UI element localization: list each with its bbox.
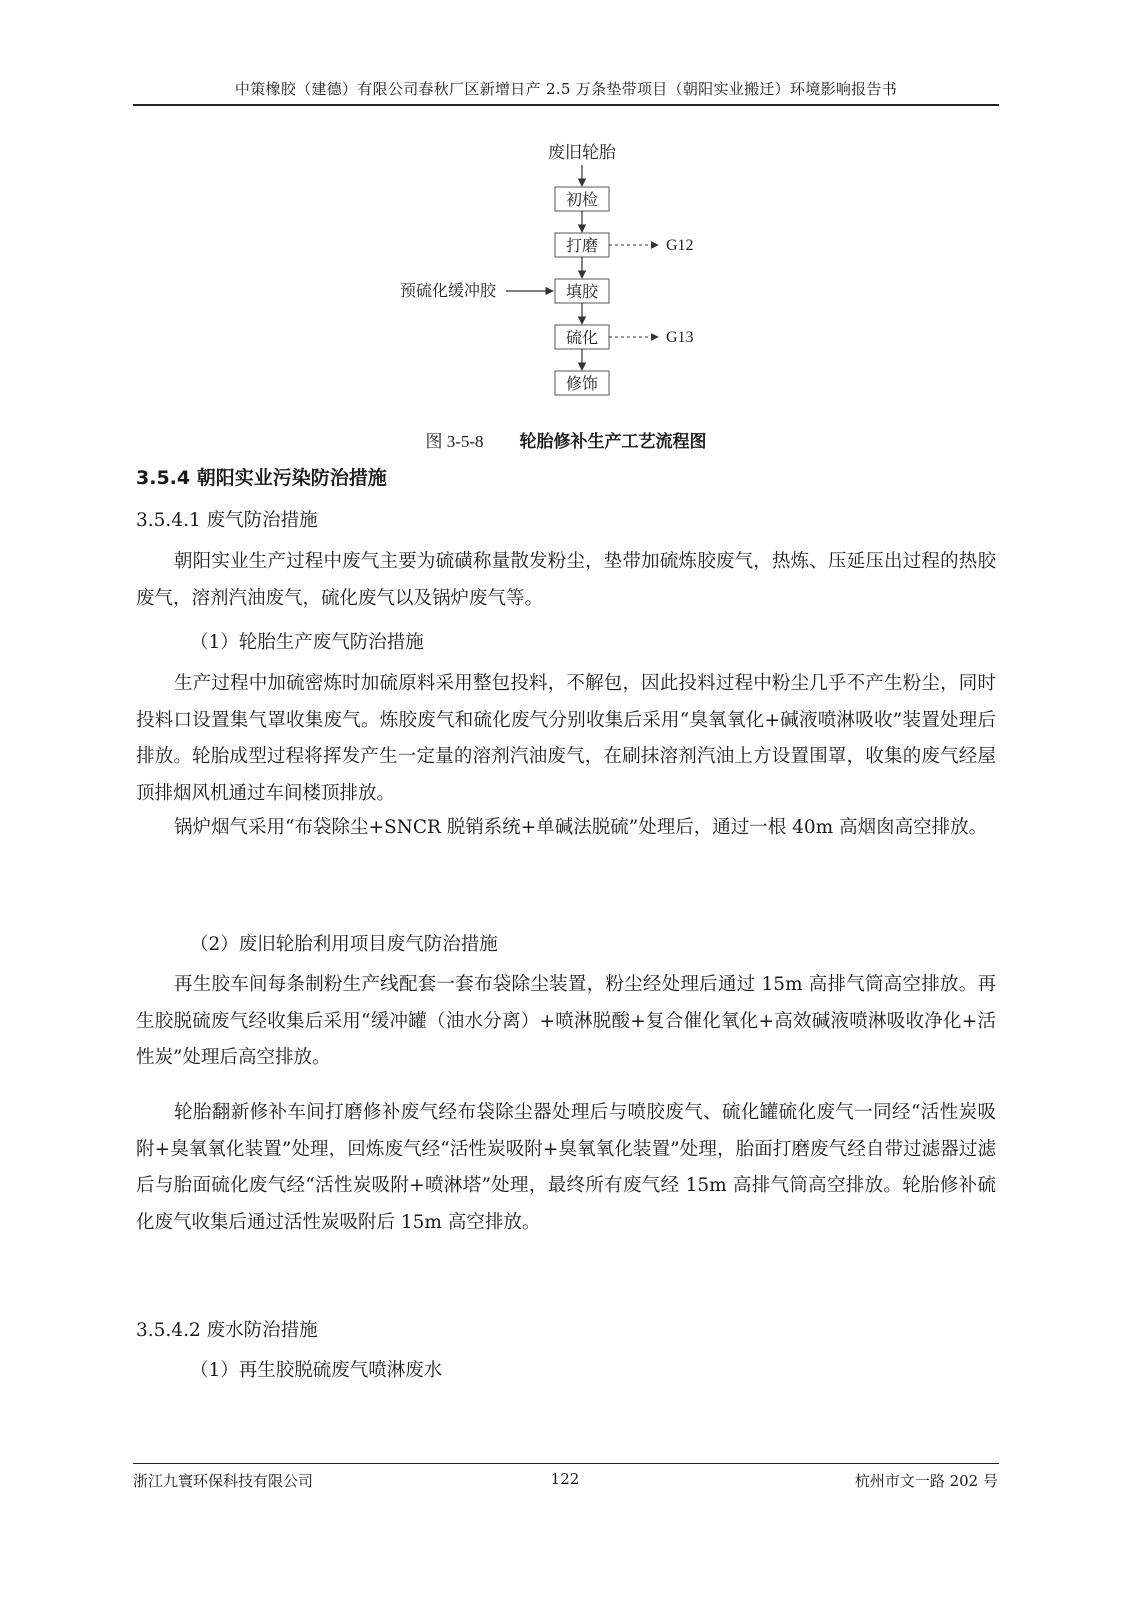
flow-step-label: 修饰 <box>565 374 599 393</box>
paragraph-reclaimed-rubber: 再生胶车间每条制粉生产线配套一套布袋除尘装置，粉尘经处理后通过 15m 高排气筒高空排放。再生胶脱硫废气经收集后采用“缓冲罐（油水分离）+喷淋脱酸+复合催化氧化+高效碱液喷淋吸收净化+活性炭”处理后高空排放。 <box>136 974 996 1068</box>
figure-caption <box>133 427 999 452</box>
paragraph-exhaust-overview: 朝阳实业生产过程中废气主要为硫磺称量散发粉尘，垫带加硫炼胶废气，热炼、压延压出过程的热胶废气，溶剂汽油废气，硫化废气以及锅炉废气等。 <box>136 551 996 609</box>
page-header: 中策橡胶（建德）有限公司春秋厂区新增日产 2.5 万条垫带项目（朝阳实业搬迁）环境影响报告书 <box>234 80 898 98</box>
flow-side-input-label: 预硫化缓冲胶 <box>399 281 496 300</box>
item-heading-spray-wastewater: （1）再生胶脱硫废气喷淋废水 <box>190 1360 443 1381</box>
section-heading: 3.5.4 朝阳实业污染防治措施 <box>136 467 387 489</box>
footer-company: 浙江九寰环保科技有限公司 <box>133 1472 314 1490</box>
flow-step-2 <box>555 233 609 257</box>
flow-step-label: 硫化 <box>565 328 599 347</box>
item-heading-waste-tire-exhaust: （2）废旧轮胎利用项目废气防治措施 <box>190 934 498 955</box>
footer-address: 杭州市文一路 202 号 <box>854 1472 998 1490</box>
subsection-heading-exhaust: 3.5.4.1 废气防治措施 <box>136 510 318 531</box>
figure-title: 轮胎修补生产工艺流程图 <box>519 432 707 452</box>
flow-emission-label-1: G12 <box>666 237 694 254</box>
flow-step-label: 初检 <box>565 190 599 209</box>
flow-step-5 <box>555 371 609 395</box>
paragraph-boiler-exhaust: 锅炉烟气采用“布袋除尘+SNCR 脱销系统+单碱法脱硫”处理后，通过一根 40m 高烟囱高空排放。 <box>174 817 988 838</box>
process-flowchart <box>380 138 740 398</box>
paragraph-tire-exhaust: 生产过程中加硫密炼时加硫原料采用整包投料，不解包，因此投料过程中粉尘几乎不产生粉尘，同时投料口设置集气罩收集废气。炼胶废气和硫化废气分别收集后采用“臭氧氧化+碱液喷淋吸收”装置处理后排放。轮胎成型过程将挥发产生一定量的溶剂汽油废气，在刷抹溶剂汽油上方设置围罩，收集的废气经屋顶排烟风机通过车间楼顶排放。 <box>136 673 996 804</box>
flow-input-label: 废旧轮胎 <box>548 143 616 163</box>
flow-step-label: 打磨 <box>565 236 599 255</box>
header-divider <box>133 104 999 106</box>
flow-step-1 <box>555 187 609 211</box>
subsection-heading-wastewater: 3.5.4.2 废水防治措施 <box>136 1320 318 1341</box>
paragraph-retreading: 轮胎翻新修补车间打磨修补废气经布袋除尘器处理后与喷胶废气、硫化罐硫化废气一同经“活性炭吸附+臭氧氧化装置”处理，回炼废气经“活性炭吸附+臭氧氧化装置”处理，胎面打磨废气经自带过滤器过滤后与胎面硫化废气经“活性炭吸附+喷淋塔”处理，最终所有废气经 15m 高排气筒高空排放。轮胎修补硫化废气收集后通过活性炭吸附后 15m 高空排放。 <box>136 1102 996 1233</box>
page-number: 122 <box>550 1470 580 1488</box>
flow-emission-label-2: G13 <box>666 329 694 346</box>
footer-divider <box>133 1463 999 1464</box>
figure-number: 图 3-5-8 <box>425 432 484 451</box>
flow-step-3 <box>555 279 609 303</box>
item-heading-tire-exhaust: （1）轮胎生产废气防治措施 <box>190 632 424 653</box>
flow-step-4 <box>555 325 609 349</box>
flow-step-label: 填胶 <box>565 282 599 301</box>
